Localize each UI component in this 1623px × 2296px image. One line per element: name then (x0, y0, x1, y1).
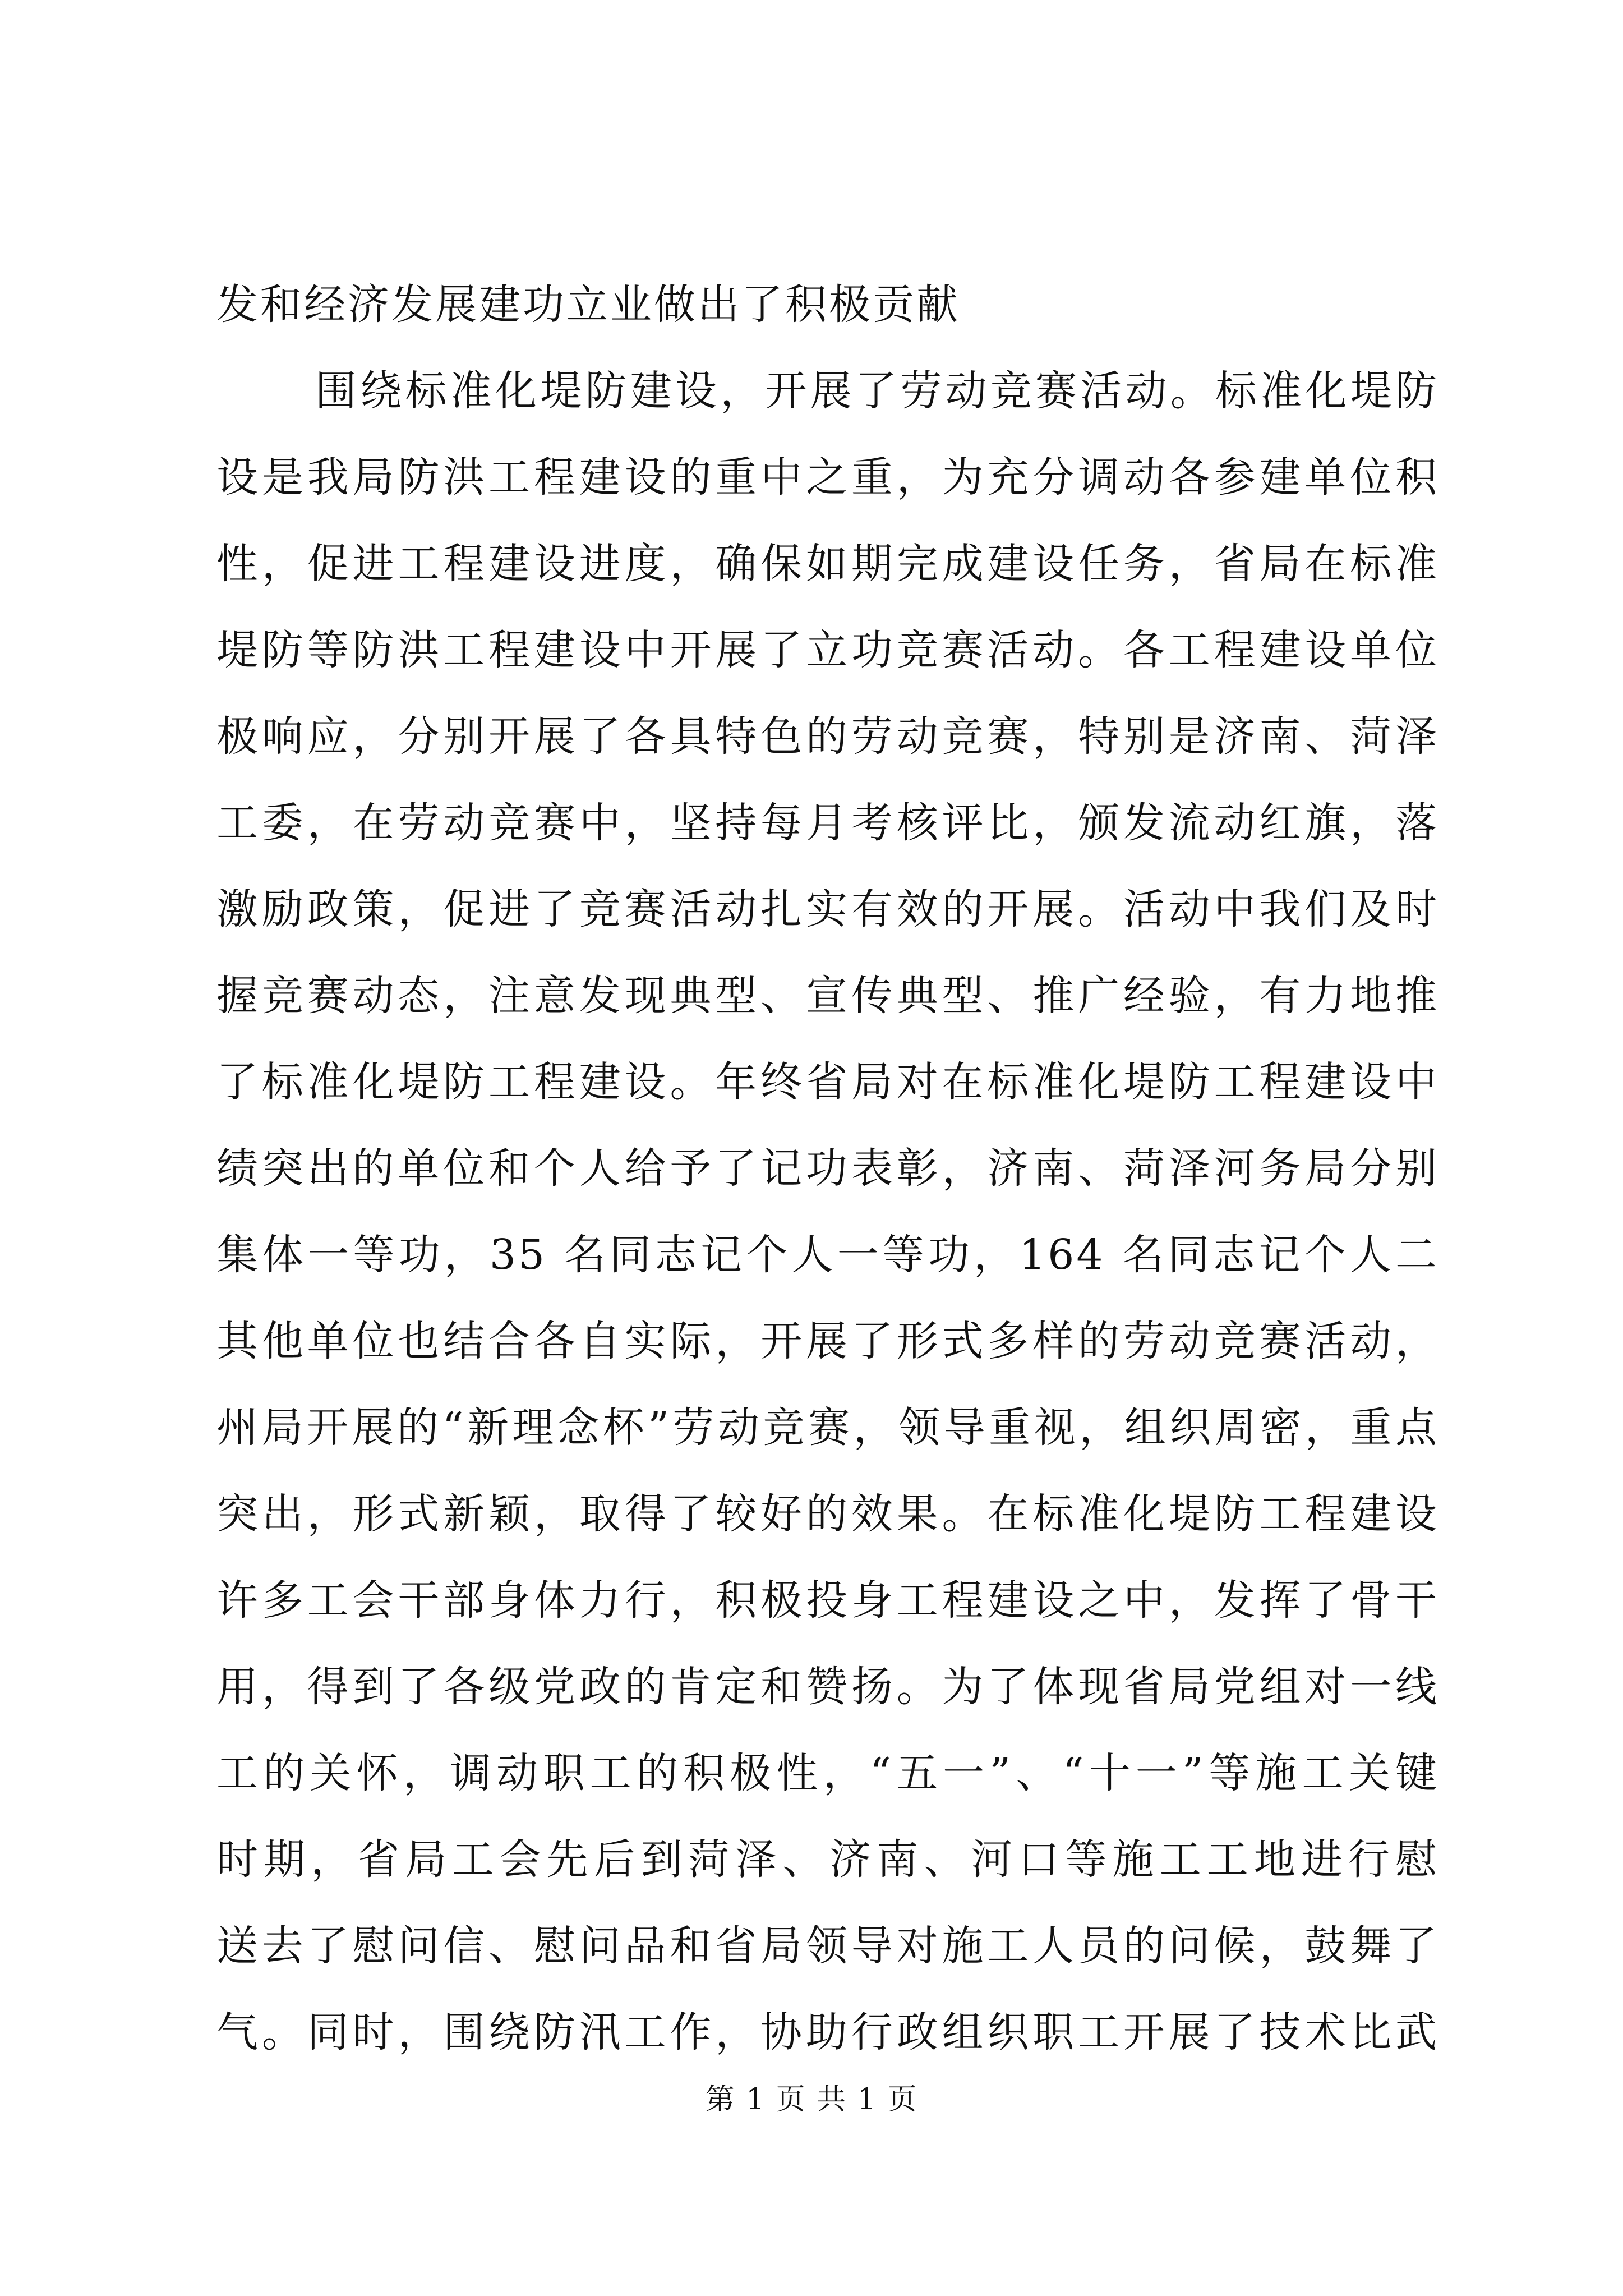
text-line: 握竞赛动态，注意发现典型、宣传典型、推广经验，有力地推 (216, 972, 1439, 1020)
text-line: 集体一等功，35 名同志记个人一等功，164 名同志记个人二 (216, 1231, 1439, 1279)
text-line: 了标准化堤防工程建设。年终省局对在标准化堤防工程建设中 (216, 1058, 1439, 1106)
text-line: 工委，在劳动竞赛中，坚持每月考核评比，颁发流动红旗，落 (216, 799, 1439, 847)
text-line: 工的关怀，调动职工的积极性，“五一”、“十一”等施工关键 (216, 1749, 1439, 1797)
text-line: 许多工会干部身体力行，积极投身工程建设之中，发挥了骨干 (216, 1576, 1439, 1625)
text-line: 性，促进工程建设进度，确保如期完成建设任务，省局在标准 (216, 540, 1439, 588)
text-line: 送去了慰问信、慰问品和省局领导对施工人员的问候，鼓舞了 (216, 1922, 1439, 1970)
page-footer: 第 1 页 共 1 页 (705, 2083, 918, 2116)
text-line: 州局开展的“新理念杯”劳动竞赛，领导重视，组织周密，重点 (216, 1404, 1439, 1452)
text-line: 时期，省局工会先后到菏泽、济南、河口等施工工地进行慰 (216, 1835, 1439, 1884)
text-line: 极响应，分别开展了各具特色的劳动竞赛，特别是济南、菏泽 (216, 712, 1439, 761)
text-line: 用，得到了各级党政的肯定和赞扬。为了体现省局党组对一线 (216, 1663, 1439, 1711)
text-line: 设是我局防洪工程建设的重中之重，为充分调动各参建单位积 (216, 453, 1439, 501)
text-line-first: 发和经济发展建功立业做出了积极贡献 (216, 280, 960, 329)
text-line: 突出，形式新颖，取得了较好的效果。在标准化堤防工程建设 (216, 1490, 1439, 1538)
text-line: 其他单位也结合各自实际，开展了形式多样的劳动竞赛活动， (216, 1317, 1439, 1365)
text-line: 堤防等防洪工程建设中开展了立功竞赛活动。各工程建设单位 (216, 626, 1439, 674)
text-line: 激励政策，促进了竞赛活动扎实有效的开展。活动中我们及时 (216, 885, 1439, 933)
text-line: 气。同时，围绕防汛工作，协助行政组织职工开展了技术比武 (216, 2008, 1439, 2056)
body-text (216, 261, 1439, 2076)
text-line: 围绕标准化堤防建设，开展了劳动竞赛活动。标准化堤防 (315, 367, 1439, 415)
text-line: 绩突出的单位和个人给予了记功表彰，济南、菏泽河务局分别 (216, 1144, 1439, 1193)
